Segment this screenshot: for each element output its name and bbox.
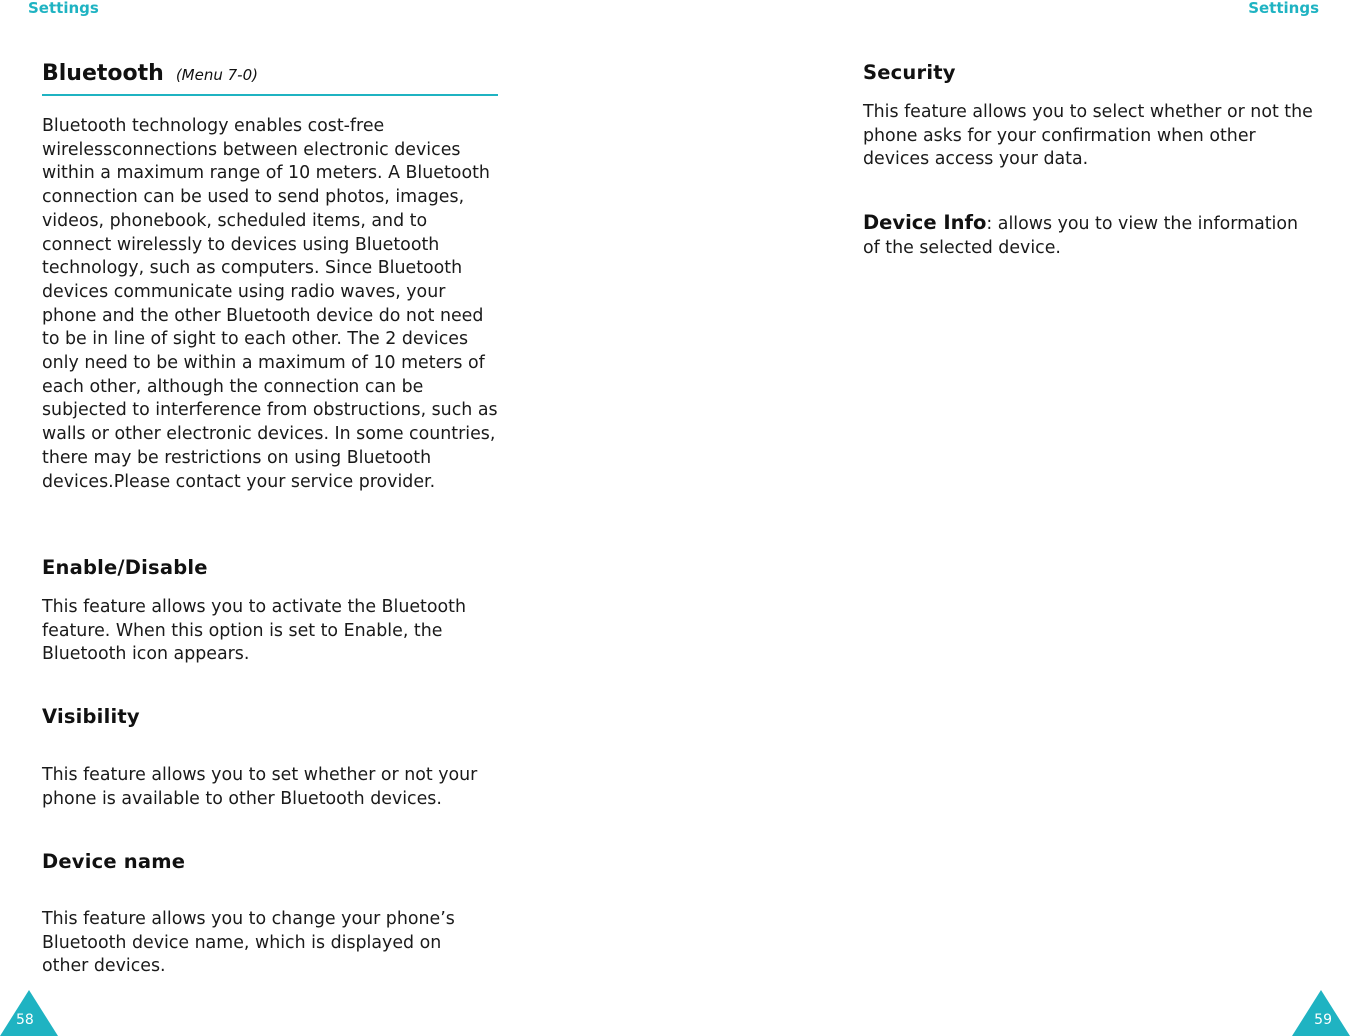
body-device-name: This feature allows you to change your phone’s Bluetooth device name, which is displayed on other devices. [42, 909, 455, 977]
device-info-body: : allows you to view the information of the selected device. [863, 214, 1299, 258]
heading-device-name: Device name [42, 850, 186, 873]
body-enable-disable: This feature allows you to activate the Bluetooth feature. When this option is set to Enable, the Bluetooth icon appears. [42, 597, 466, 665]
heading-visibility: Visibility [42, 705, 140, 728]
body-security: This feature allows you to select whether or not the phone asks for your confirmation when other devices access your data. [863, 102, 1313, 170]
intro-paragraph: Bluetooth technology enables cost-free wirelessconnections between electronic devices within a maximum range of 10 meters. A Bluetooth connection can be used to send photos, images, videos, phonebook, scheduled items, and to connect wirelessly to devices using Bluetooth technology, such as computers. Since Bluetooth devices communicate using radio waves, your phone and the other Bluetooth device do not need to be in line of sight to each other. The 2 devices only need to be within a maximum of 10 meters of each other, although the connection can be subjected to interference from obstructions, such as walls or other electronic devices. In some countries, there may be restrictions on using Bluetooth devices.Please contact your service provider. [42, 116, 498, 492]
device-info-paragraph [863, 211, 1319, 260]
running-header-right: Settings [1248, 0, 1319, 17]
menu-reference: (Menu 7-0) [175, 66, 258, 84]
heading-enable-disable: Enable/Disable [42, 556, 208, 579]
page-title: Bluetooth [42, 61, 164, 86]
running-header-left: Settings [28, 0, 99, 17]
heading-security: Security [863, 61, 956, 84]
section-title-bar [42, 60, 498, 96]
page-number-right: 59 [1314, 1012, 1332, 1028]
device-info-term: Device Info [863, 211, 987, 234]
body-visibility: This feature allows you to set whether or not your phone is available to other Bluetooth devices. [42, 765, 478, 809]
page-number-left: 58 [16, 1012, 34, 1028]
